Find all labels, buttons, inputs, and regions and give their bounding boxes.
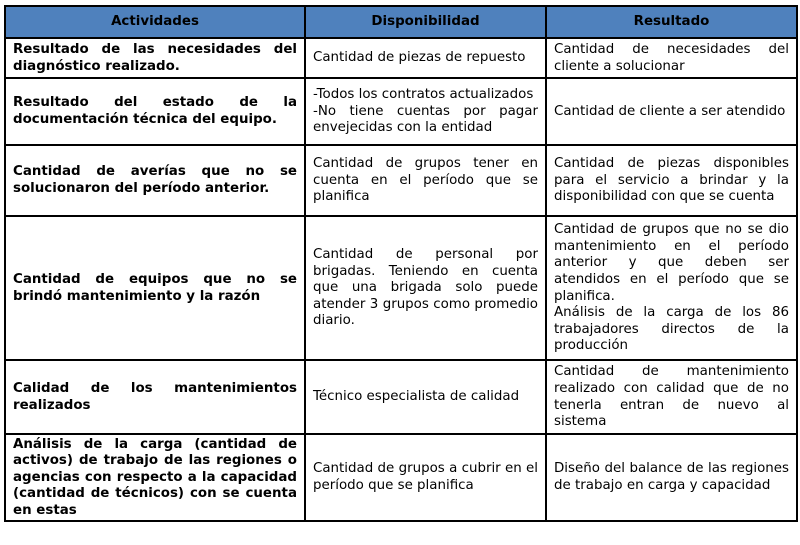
cell-actividad: Resultado del estado de la documentación técnica del equipo. <box>5 78 305 145</box>
cell-disponibilidad <box>305 434 546 521</box>
cell-actividad: Resultado de las necesidades del diagnóstico realizado. <box>5 38 305 78</box>
cell-actividad: Cantidad de equipos que no se brindó mantenimiento y la razón <box>5 216 305 360</box>
cell-resultado <box>546 434 797 521</box>
cell-text: -No tiene cuentas por pagar envejecidas con la entidad <box>313 103 538 136</box>
cell-text: Cantidad de piezas de repuesto <box>313 50 526 66</box>
table-row <box>5 360 797 434</box>
header-disponibilidad: Disponibilidad <box>305 6 546 38</box>
cell-text: Cantidad de personal por brigadas. Teniendo en cuenta que una brigada solo puede atender 3 grupos como promedio diario. <box>313 247 538 329</box>
cell-disponibilidad <box>305 38 546 78</box>
cell-text: Cantidad de grupos a cubrir en el período que se planifica <box>313 461 538 493</box>
cell-actividad: Calidad de los mantenimientos realizados <box>5 360 305 434</box>
cell-text: Análisis de la carga de los 86 trabajadores directos de la producción <box>554 305 789 354</box>
cell-resultado <box>546 38 797 78</box>
header-resultado: Resultado <box>546 6 797 38</box>
cell-disponibilidad <box>305 78 546 145</box>
cell-resultado <box>546 216 797 360</box>
header-actividades: Actividades <box>5 6 305 38</box>
cell-resultado <box>546 145 797 216</box>
table-row <box>5 145 797 216</box>
cell-disponibilidad <box>305 216 546 360</box>
cell-text: Cantidad de piezas disponibles para el servicio a brindar y la disponibilidad con que se cuenta <box>554 156 789 205</box>
table-row <box>5 434 797 521</box>
cell-text: -Todos los contratos actualizados <box>313 87 534 103</box>
table-row <box>5 78 797 145</box>
activities-table <box>4 5 798 522</box>
cell-text: Técnico especialista de calidad <box>313 389 520 405</box>
cell-resultado <box>546 78 797 145</box>
cell-disponibilidad <box>305 145 546 216</box>
table-header-row <box>5 6 797 38</box>
table-row <box>5 216 797 360</box>
cell-text: Diseño del balance de las regiones de trabajo en carga y capacidad <box>554 461 789 493</box>
cell-text: Cantidad de cliente a ser atendido <box>554 103 786 119</box>
cell-text: Cantidad de grupos tener en cuenta en el período que se planifica <box>313 156 538 205</box>
cell-text: Cantidad de mantenimiento realizado con calidad que de no tenerla entran de nuevo al sistema <box>554 364 789 430</box>
cell-actividad: Cantidad de averías que no se solucionaron del período anterior. <box>5 145 305 216</box>
cell-text: Cantidad de grupos que no se dio mantenimiento en el período anterior y que deben ser atendidos en el período que se planifica. <box>554 222 789 304</box>
cell-text: Cantidad de necesidades del cliente a solucionar <box>554 41 789 74</box>
cell-actividad: Análisis de la carga (cantidad de activos) de trabajo de las regiones o agencias con respecto a la capacidad (cantidad de técnicos) con se cuenta en estas <box>5 434 305 521</box>
cell-resultado <box>546 360 797 434</box>
cell-disponibilidad <box>305 360 546 434</box>
table-row <box>5 38 797 78</box>
